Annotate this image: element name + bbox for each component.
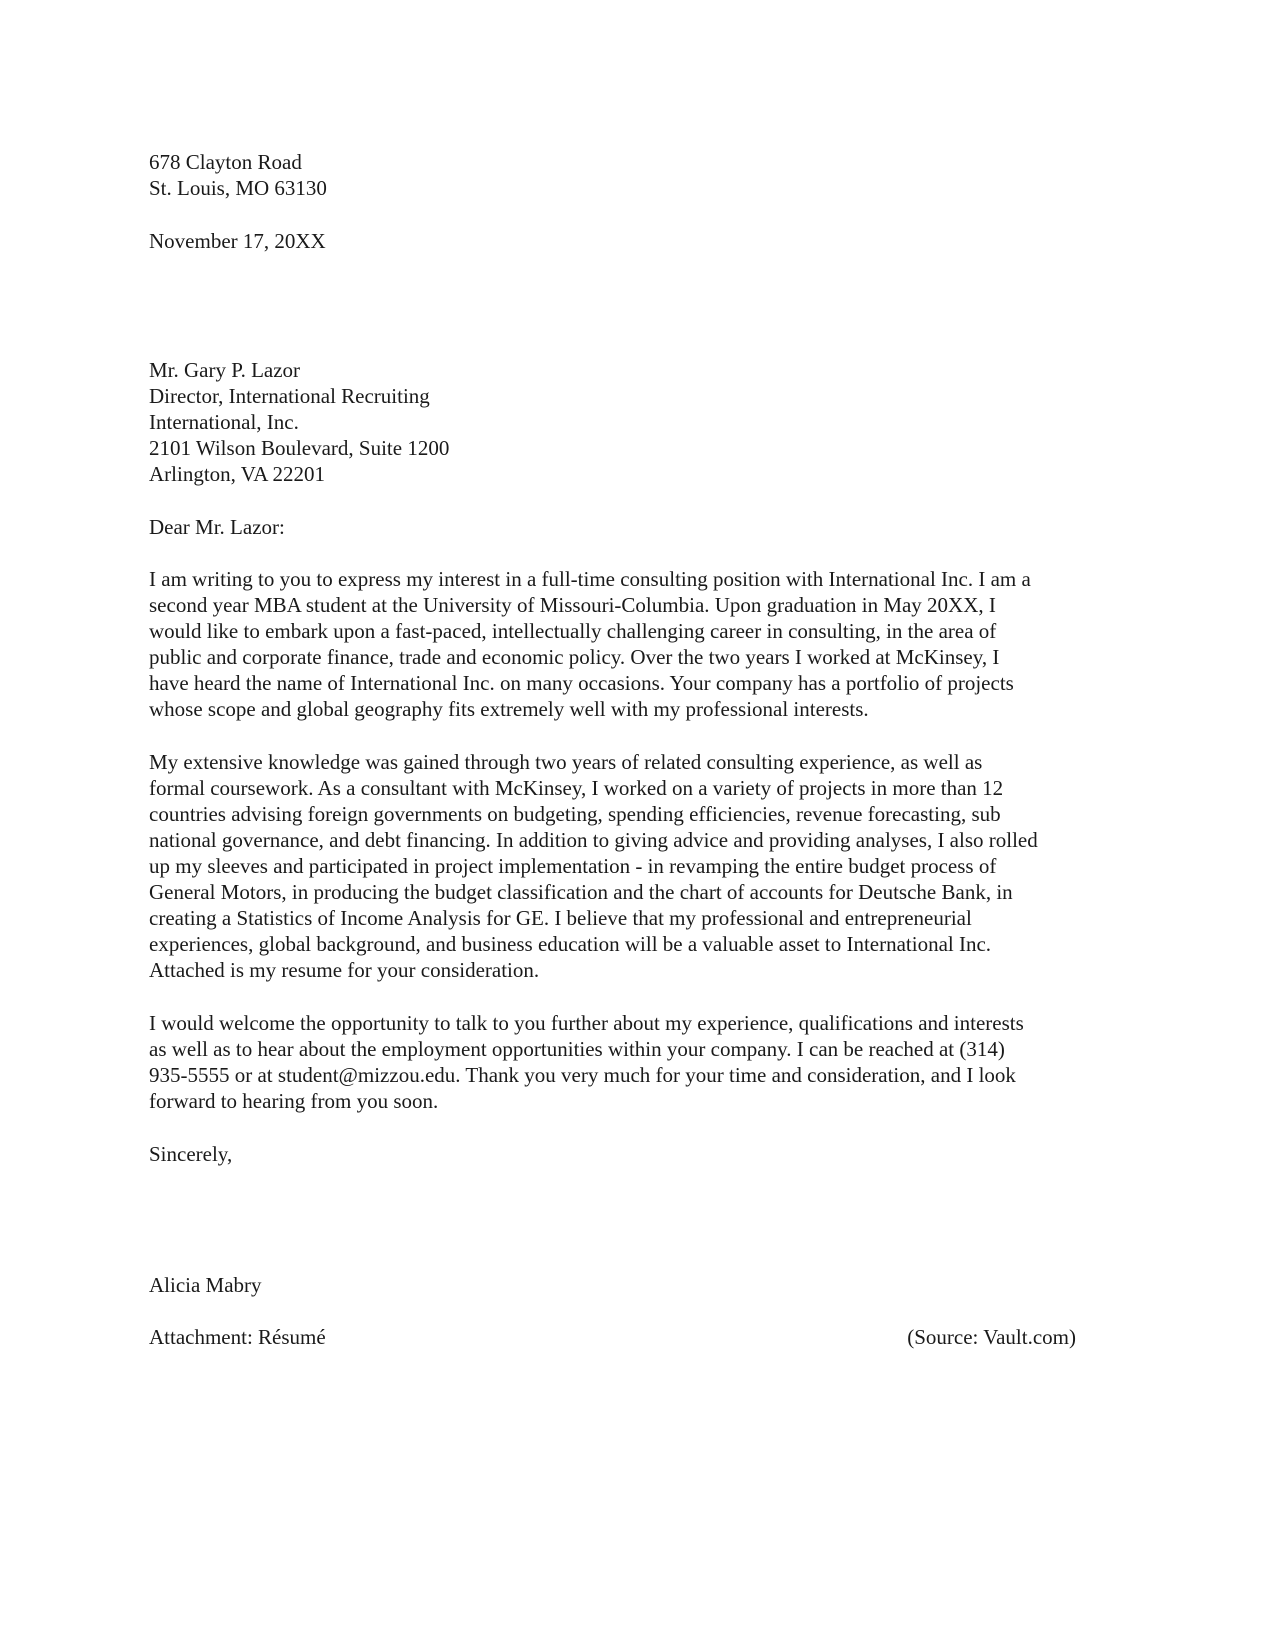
paragraph-line: forward to hearing from you soon. [149,1089,439,1113]
closing [149,1141,232,1167]
paragraph-line: whose scope and global geography fits extremely well with my professional interests. [149,697,869,721]
body-paragraph-2 [149,749,1038,983]
paragraph-line: My extensive knowledge was gained through two years of related consulting experience, as well as [149,750,983,774]
paragraph-line: 935-5555 or at student@mizzou.edu. Thank you very much for your time and consideration, and I look [149,1063,1016,1087]
recipient-title: Director, International Recruiting [149,384,430,408]
body-paragraph-1 [149,566,1031,722]
paragraph-line: I am writing to you to express my interest in a full-time consulting position with International Inc. I am a [149,567,1031,591]
attachment-note [149,1324,326,1350]
body-paragraph-3 [149,1010,1024,1114]
recipient-address [149,357,449,487]
paragraph-line: I would welcome the opportunity to talk to you further about my experience, qualifications and interests [149,1011,1024,1035]
recipient-street: 2101 Wilson Boulevard, Suite 1200 [149,436,450,460]
paragraph-line: formal coursework. As a consultant with McKinsey, I worked on a variety of projects in more than 12 [149,776,1004,800]
sender-address-line-1: 678 Clayton Road [149,150,302,174]
letter-date [149,228,326,254]
closing-text: Sincerely, [149,1142,233,1166]
paragraph-line: second year MBA student at the University of Missouri-Columbia. Upon graduation in May 20XX, I [149,593,996,617]
paragraph-line: national governance, and debt financing. In addition to giving advice and providing analyses, I also rolled [149,828,1038,852]
paragraph-line: have heard the name of International Inc. on many occasions. Your company has a portfolio of projects [149,671,1014,695]
source-credit: (Source: Vault.com) [907,1325,1076,1349]
attachment-text: Attachment: Résumé [149,1325,326,1349]
paragraph-line: would like to embark upon a fast-paced, intellectually challenging career in consulting, in the area of [149,619,997,643]
paragraph-line: creating a Statistics of Income Analysis for GE. I believe that my professional and entrepreneurial [149,906,972,930]
paragraph-line: countries advising foreign governments on budgeting, spending efficiencies, revenue forecasting, sub [149,802,1001,826]
date-text: November 17, 20XX [149,229,326,253]
paragraph-line: public and corporate finance, trade and economic policy. Over the two years I worked at McKinsey, I [149,645,1000,669]
salutation [149,514,285,540]
paragraph-line: General Motors, in producing the budget classification and the chart of accounts for Deutsche Bank, in [149,880,1013,904]
paragraph-line: up my sleeves and participated in project implementation - in revamping the entire budget process of [149,854,997,878]
paragraph-line: Attached is my resume for your consideration. [149,958,540,982]
recipient-name: Mr. Gary P. Lazor [149,358,301,382]
signature-text: Alicia Mabry [149,1273,262,1297]
paragraph-line: experiences, global background, and business education will be a valuable asset to International Inc. [149,932,992,956]
sender-address-line-2: St. Louis, MO 63130 [149,176,327,200]
recipient-company: International, Inc. [149,410,299,434]
salutation-text: Dear Mr. Lazor: [149,515,285,539]
recipient-city: Arlington, VA 22201 [149,462,325,486]
sender-address [149,149,327,201]
signature-name [149,1272,262,1298]
paragraph-line: as well as to hear about the employment opportunities within your company. I can be reached at (314) [149,1037,1005,1061]
